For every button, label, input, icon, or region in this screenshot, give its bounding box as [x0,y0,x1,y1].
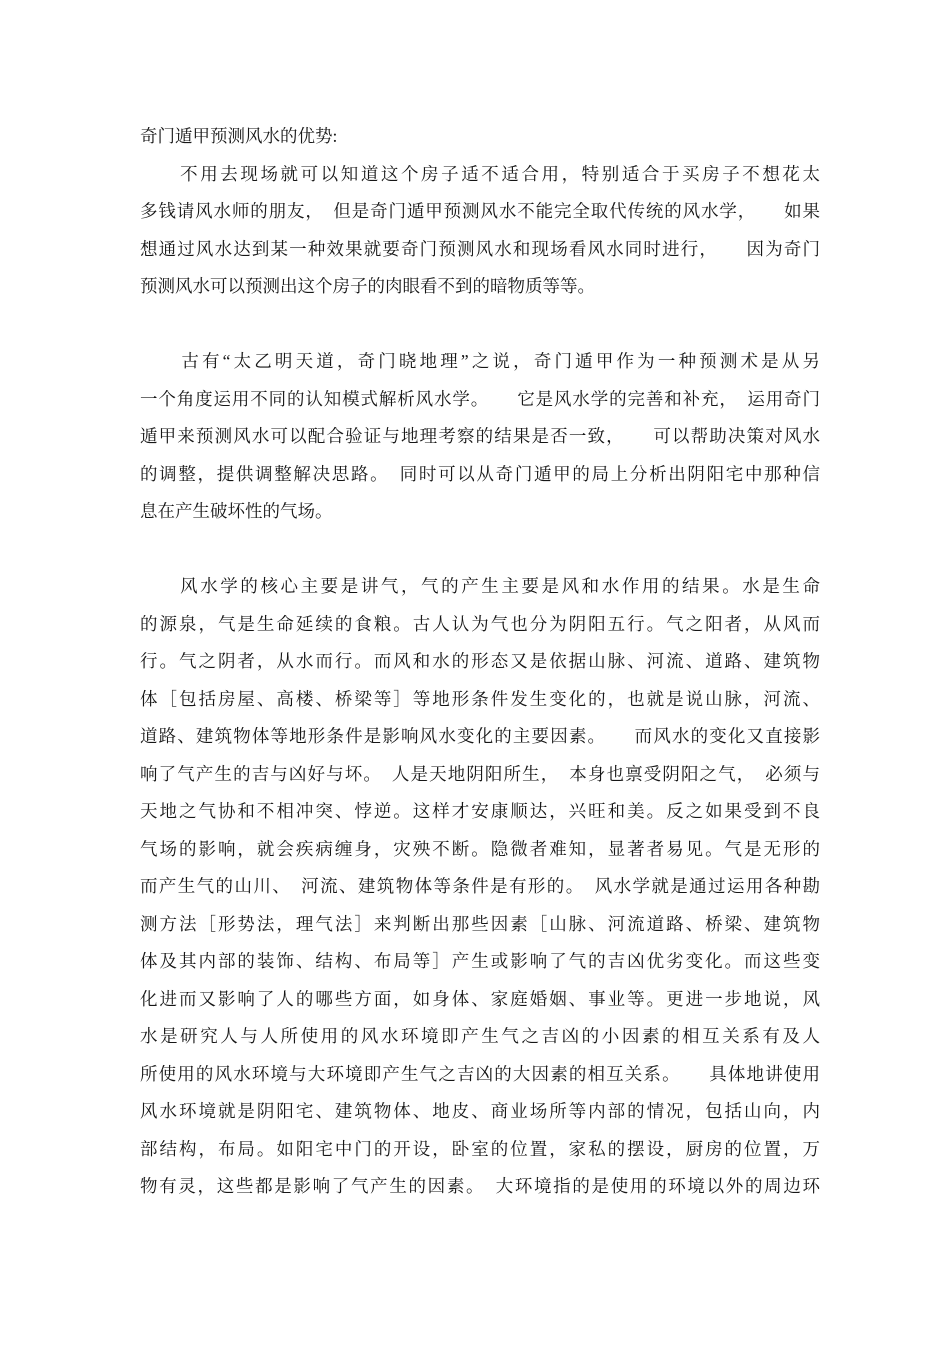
text-line: 的源泉，气是生命延续的食粮。古人认为气也分为阴阳五行。气之阳者，从风而 [140,613,820,634]
document-content [140,118,820,1206]
document-title: 奇门遁甲预测风水的优势: [140,126,338,146]
text-line: 水是研究人与人所使用的风水环境即产生气之吉凶的小因素的相互关系有及人 [140,1026,820,1046]
text-line: 气场的影响，就会疾病缠身，灾殃不断。隐微者难知，显著者易见。气是无形的 [140,838,820,859]
text-line: 道路、建筑物体等地形条件是影响风水变化的主要因素。 而风水的变化又直接影 [140,726,820,746]
text-line: 风水学的核心主要是讲气，气的产生主要是风和水作用的结果。水是生命 [140,576,820,596]
text-line: 响了气产生的吉与凶好与坏。 人是天地阴阳所生， 本身也禀受阴阳之气， 必须与 [140,763,820,784]
text-line: 体［包括房屋、高楼、桥梁等］等地形条件发生变化的，也就是说山脉，河流、 [140,688,820,709]
text-line: 物有灵，这些都是影响了气产生的因素。 大环境指的是使用的环境以外的周边环 [140,1176,820,1196]
text-line: 所使用的风水环境与大环境即产生气之吉凶的大因素的相互关系。 具体地讲使用 [140,1063,820,1084]
text-line: 体及其内部的装饰、结构、布局等］产生或影响了气的吉凶优劣变化。而这些变 [140,951,820,971]
text-line: 息在产生破坏性的气场。 [140,501,333,521]
text-line: 的调整，提供调整解决思路。 同时可以从奇门遁甲的局上分析出阴阳宅中那种信 [140,463,820,484]
paragraph [140,568,820,1206]
paragraph [140,156,820,306]
text-line: 风水环境就是阴阳宅、建筑物体、地皮、商业场所等内部的情况，包括山向，内 [140,1101,820,1121]
text-line: 天地之气协和不相冲突、悖逆。这样才安康顺达，兴旺和美。反之如果受到不良 [140,801,820,821]
text-line: 想通过风水达到某一种效果就要奇门预测风水和现场看风水同时进行， 因为奇门 [140,238,820,259]
text-line: 不用去现场就可以知道这个房子适不适合用，特别适合于买房子不想花太 [140,163,820,184]
text-line: 化进而又影响了人的哪些方面，如身体、家庭婚姻、事业等。更进一步地说，风 [140,988,820,1009]
document-body [140,156,820,1206]
text-line: 部结构，布局。如阳宅中门的开设，卧室的位置，家私的摆设，厨房的位置，万 [140,1138,820,1159]
text-line: 而产生气的山川、 河流、建筑物体等条件是有形的。 风水学就是通过运用各种勘 [140,876,820,896]
text-line: 多钱请风水师的朋友， 但是奇门遁甲预测风水不能完全取代传统的风水学， 如果 [140,201,820,221]
text-line: 测方法［形势法，理气法］来判断出那些因素［山脉、河流道路、桥梁、建筑物 [140,913,820,934]
text-line: 古有“太乙明天道，奇门晓地理”之说，奇门遁甲作为一种预测术是从另 [140,351,820,371]
text-line: 遁甲来预测风水可以配合验证与地理考察的结果是否一致， 可以帮助决策对风水 [140,426,820,446]
text-line: 一个角度运用不同的认知模式解析风水学。 它是风水学的完善和补充， 运用奇门 [140,388,820,409]
text-line: 预测风水可以预测出这个房子的肉眼看不到的暗物质等等。 [140,276,595,296]
paragraph [140,343,820,531]
text-line: 行。气之阴者，从水而行。而风和水的形态又是依据山脉、河流、道路、建筑物 [140,651,820,671]
